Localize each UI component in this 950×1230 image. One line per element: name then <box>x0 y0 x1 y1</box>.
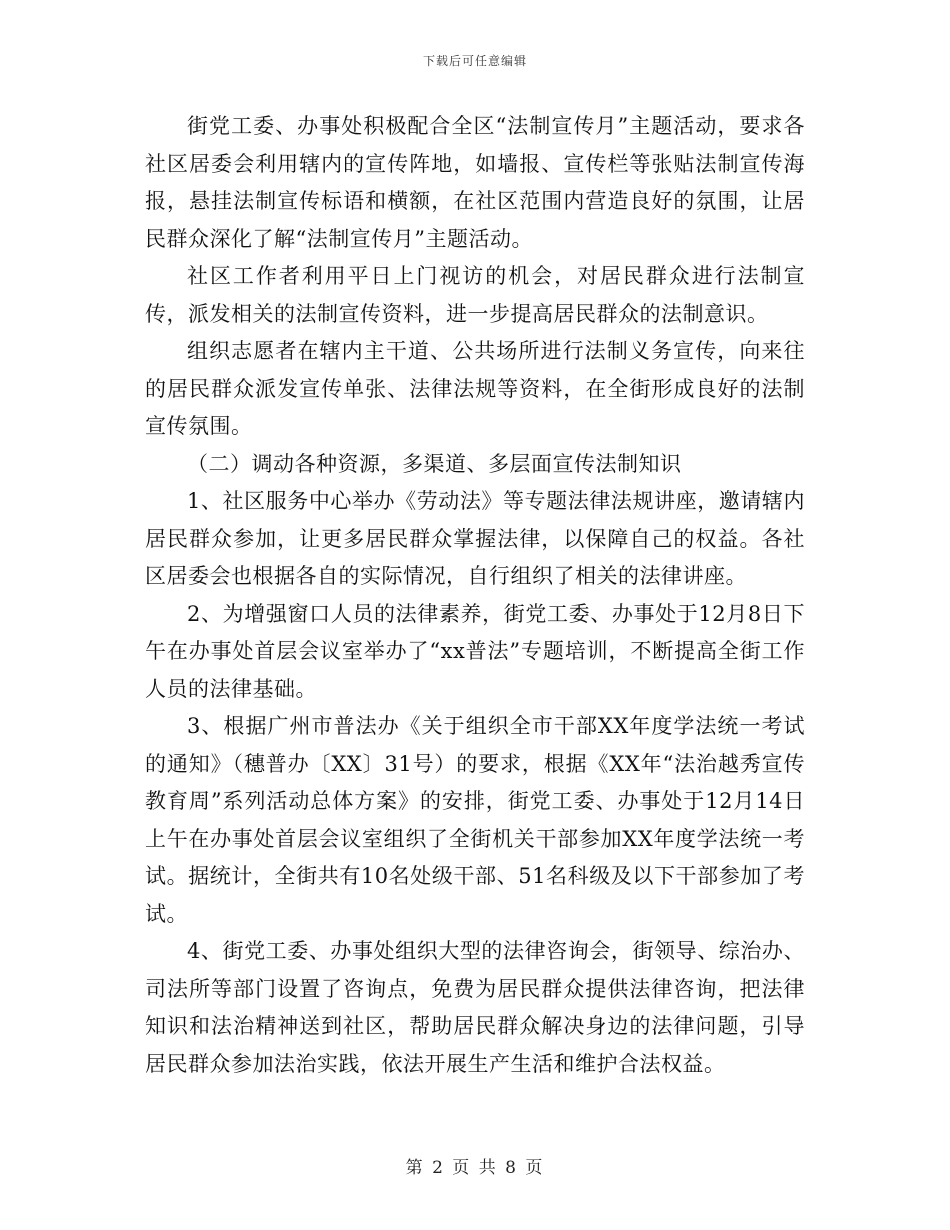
document-body <box>145 108 805 1083</box>
page-number: 第 2 页 共 8 页 <box>405 1158 545 1178</box>
paragraph-item-4: 4、街党工委、办事处组织大型的法律咨询会，街领导、综治办、司法所等部门设置了咨询点，免费为居民群众提供法律咨询，把法律知识和法治精神送到社区，帮助居民群众解决身边的法律问题，引导居民群众参加法治实践，依法开展生产生活和维护合法权益。 <box>145 939 805 1076</box>
paragraph-item-3: 3、根据广州市普法办《关于组织全市干部XX年度学法统一考试的通知》（穗普办〔XX〕31号）的要求，根据《XX年“法治越秀宣传教育周”系列活动总体方案》的安排，街党工委、办事处于12月14日上午在办事处首层会议室组织了全街机关干部参加XX年度学法统一考试。据统计，全街共有10名处级干部、51名科级及以下干部参加了考试。 <box>145 714 805 926</box>
paragraph-home-visits: 社区工作者利用平日上门视访的机会，对居民群众进行法制宣传，派发相关的法制宣传资料，进一步提高居民群众的法制意识。 <box>145 264 805 326</box>
paragraph-item-1: 1、社区服务中心举办《劳动法》等专题法律法规讲座，邀请辖内居民群众参加，让更多居民群众掌握法律，以保障自己的权益。各社区居委会也根据各自的实际情况，自行组织了相关的法律讲座。 <box>145 489 805 588</box>
paragraph-volunteers: 组织志愿者在辖内主干道、公共场所进行法制义务宣传，向来往的居民群众派发宣传单张、法律法规等资料，在全街形成良好的法制宣传氛围。 <box>145 339 805 438</box>
section-heading: （二）调动各种资源，多渠道、多层面宣传法制知识 <box>187 451 682 476</box>
paragraph-publicity-month: 街党工委、办事处积极配合全区“法制宣传月”主题活动，要求各社区居委会利用辖内的宣传阵地，如墙报、宣传栏等张贴法制宣传海报，悬挂法制宣传标语和横额，在社区范围内营造良好的氛围，让居民群众深化了解“法制宣传月”主题活动。 <box>145 114 805 251</box>
header-note: 下载后可任意编辑 <box>422 54 527 68</box>
paragraph-item-2: 2、为增强窗口人员的法律素养，街党工委、办事处于12月8日下午在办事处首层会议室举办了“xx普法”专题培训，不断提高全街工作人员的法律基础。 <box>145 601 805 701</box>
